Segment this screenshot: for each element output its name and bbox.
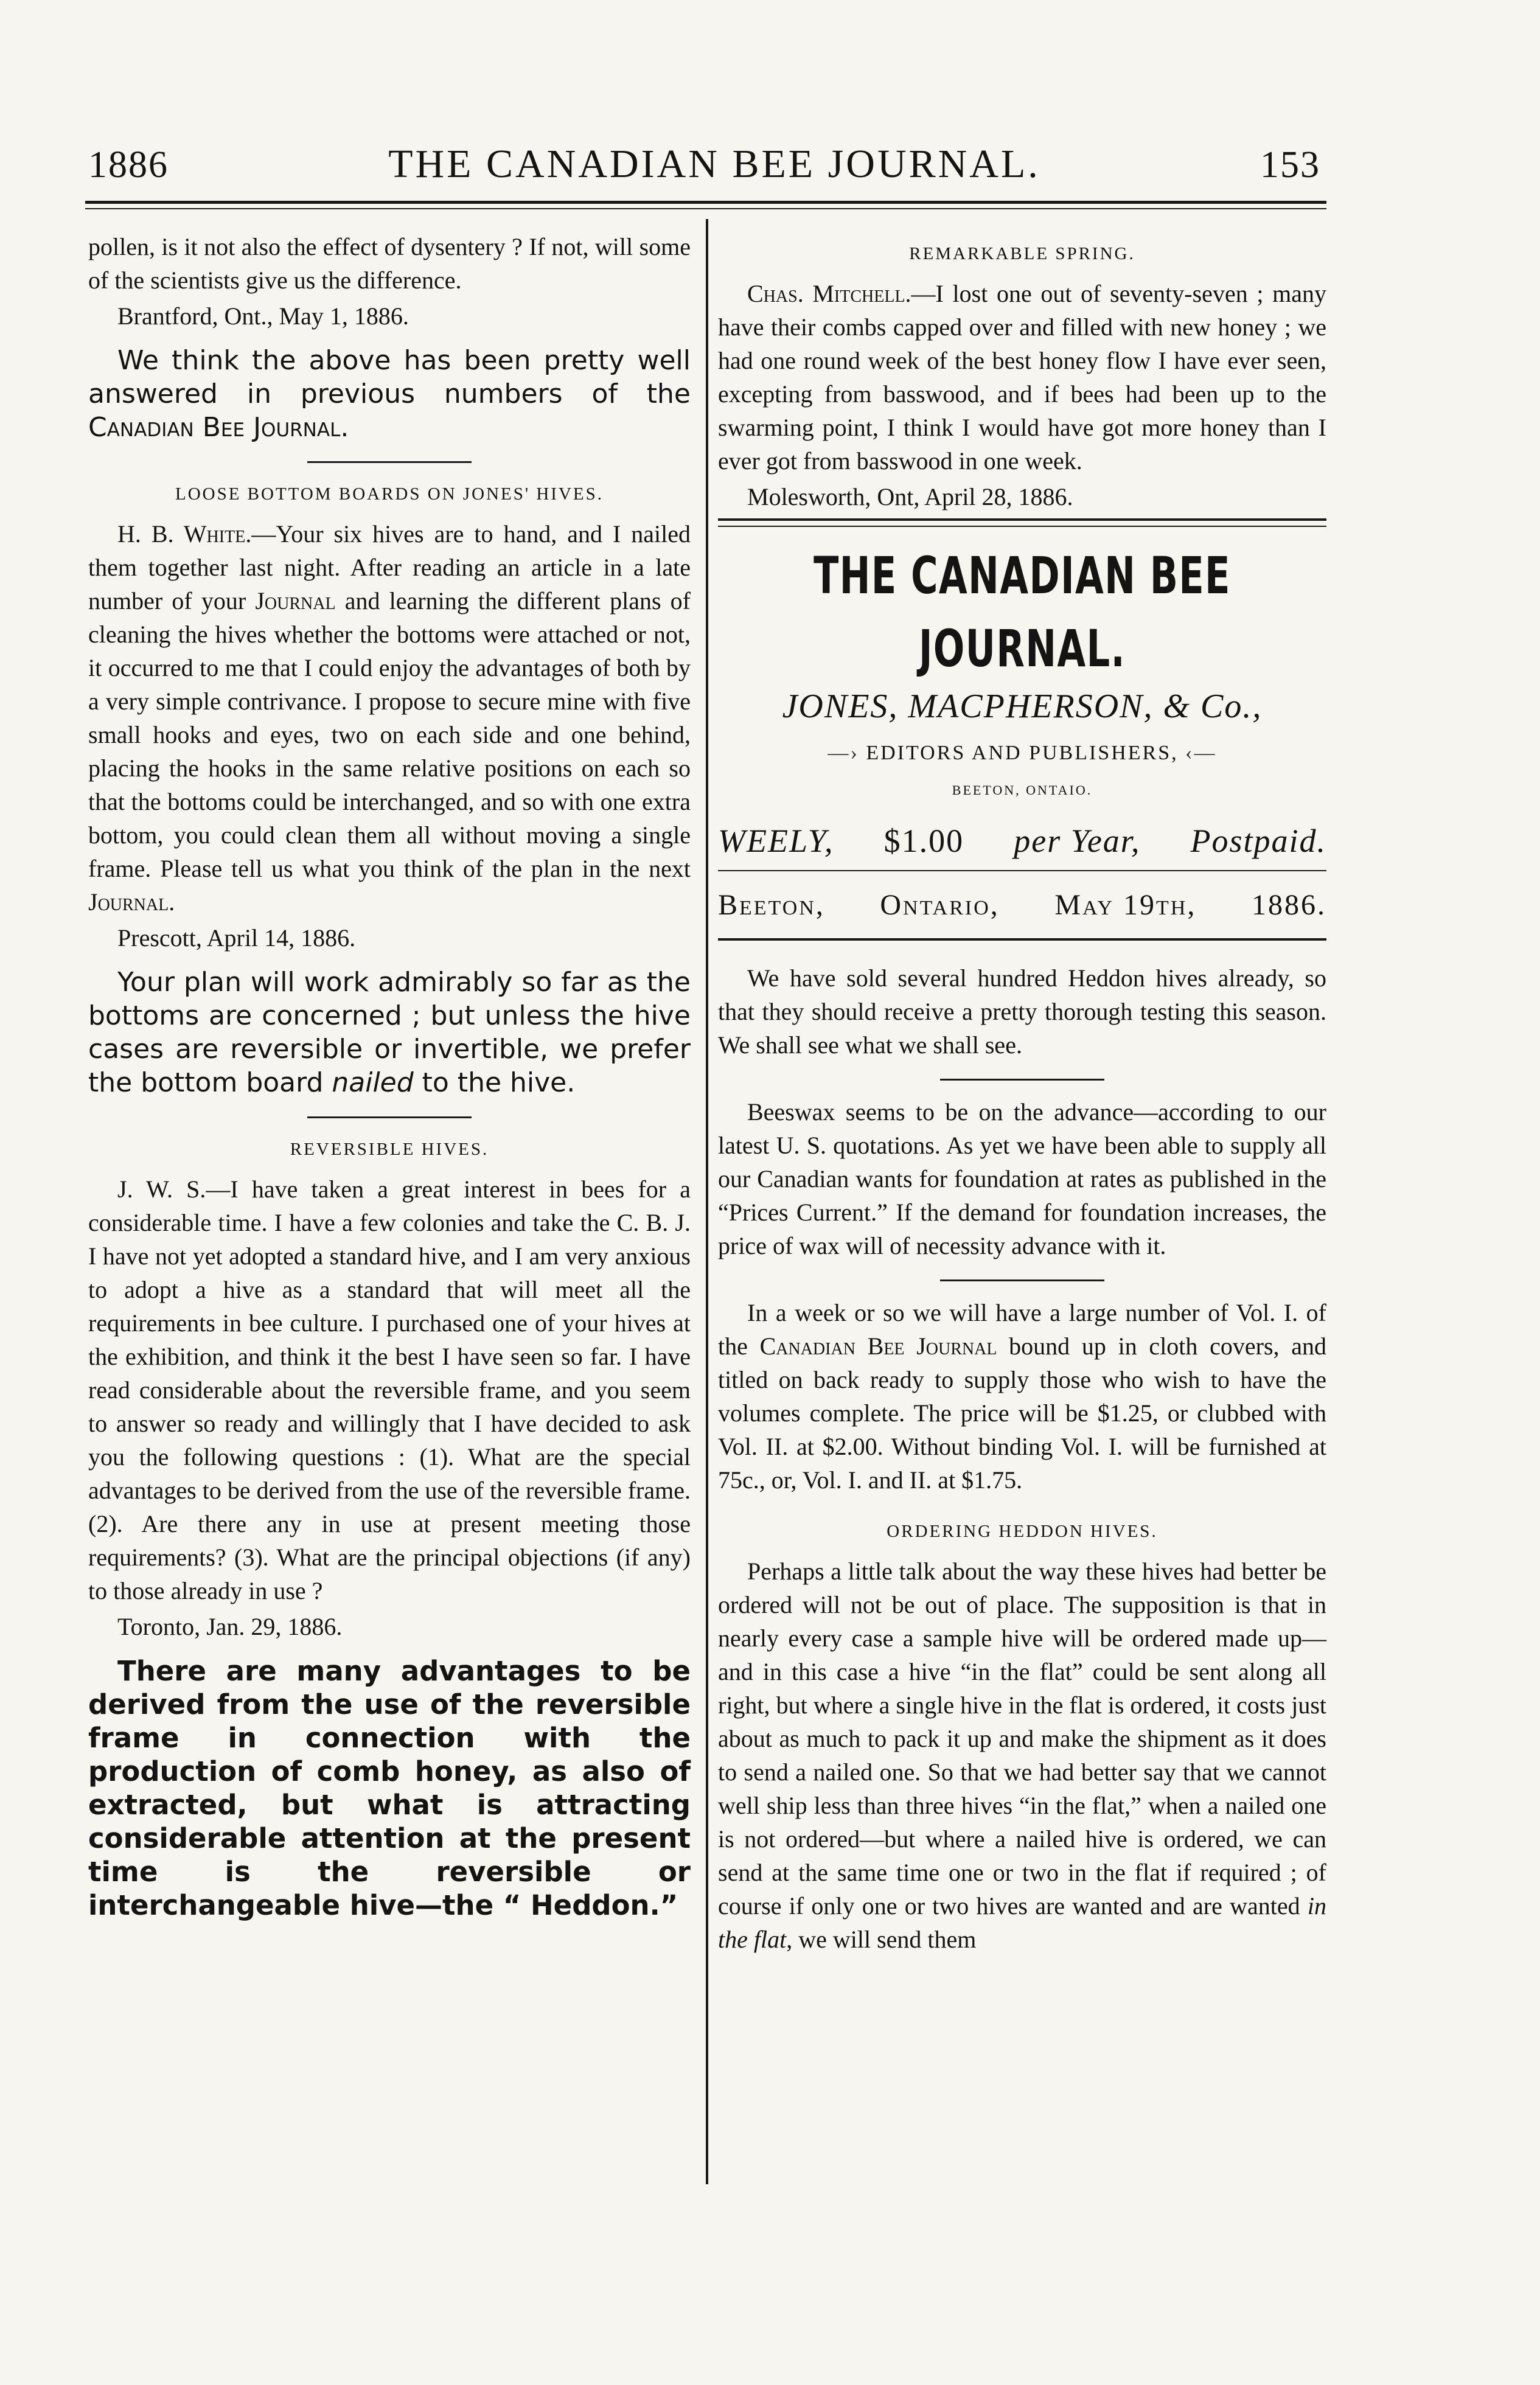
editorial-paragraph: In a week or so we will have a large number of Vol. I. of the Canadian Bee Journal bound up in cloth covers, and titled on back ready to supply those who wish to have the volumes complete. The price will be $1.25, or clubbed with Vol. II. at $2.00. Without binding Vol. I. will be furnished at 75c., or, Vol. I. and II. at $1.75. [718,1299,1326,1494]
editorial-paragraph: Beeswax seems to be on the advance—according to our latest U. S. quotations. As yet we have been able to supply all our Canadian wants for foundation at rates as published in the “Prices Current.” If the demand for foundation increases, the price of wax will of necessity advance with it. [718,1098,1326,1259]
column-divider [706,219,708,2184]
editor-reply: Your plan will work admirably so far as the bottoms are concerned ; but unless the hive cases are reversible or invertible, we prefer the bottom board nailed to the hive. [88,967,691,1098]
header-rule [85,201,1326,204]
letter-body: J. W. S.—I have taken a great interest in bees for a considerable time. I have a few colonies and take the C. B. J. I have not yet adopted a standard hive, and I am very anxious to adopt a hive as a standard that will meet all the requirements in bee culture. I purchased one of your hives at the exhibition, and think it the best I have seen so far. I have read considerable about the reversible frame, and you seem to answer so ready and willingly that I have decided to ask you the following questions : (1). What are the special advantages to be derived from the use of the reversible frame. (2). Are there any in use at present meeting those requirements? (3). What are the principal objections (if any) to those already in use ? [88,1175,691,1604]
publishers-line: JONES, MACPHERSON, & Co., [782,688,1263,725]
header-title: THE CANADIAN BEE JOURNAL. [388,142,1040,186]
section-rule [940,1079,1104,1081]
editorial-paragraph: We have sold several hundred Heddon hives already, so that they should receive a pretty thorough testing this season. We shall see what we shall see. [718,964,1326,1059]
editors-line: —› EDITORS AND PUBLISHERS, ‹— [827,742,1217,764]
letter-place-date: Prescott, April 14, 1886. [117,924,356,952]
dateline-rule-bottom [718,938,1326,941]
header-page-number: 153 [1260,144,1320,186]
section-heading: REVERSIBLE HIVES. [290,1140,489,1159]
right-column [718,230,1326,1956]
masthead-title: THE CANADIAN BEE JOURNAL. [814,546,1231,678]
editor-reply: We think the above has been pretty well answered in previous numbers of the Canadian Bee Journal. [88,345,691,443]
section-rule [307,461,472,463]
left-column [88,230,691,1922]
letter-place-date: Brantford, Ont., May 1, 1886. [117,302,409,330]
masthead-rule-thin [718,526,1326,527]
editor-reply: There are many advantages to be derived from the use of the reversible frame in connection with the production of comb honey, as also of extracted, but what is attracting considerable attention at the present time is the reversible or interchangeable hive—the “ Heddon.” [88,1655,691,1921]
section-heading: LOOSE BOTTOM BOARDS ON JONES' HIVES. [175,484,604,504]
header-year: 1886 [88,144,169,186]
letter-body: H. B. White.—Your six hives are to hand, and I nailed them together last night. After reading an article in a late number of your Journal and learning the different plans of cleaning the hives whether the bottoms were attached or not, it occurred to me that I could enjoy the advantages of both by a very simple contrivance. I propose to secure mine with five small hooks and eyes, two on each side and one behind, placing the hooks in the same relative positions on each so that the bottoms could be interchanged, and so with one extra bottom, you could clean them all without moving a single frame. Please tell us what you think of the plan in the next Journal. [88,520,691,916]
section-rule [307,1116,472,1118]
section-heading: REMARKABLE SPRING. [909,244,1135,263]
section-heading: ORDERING HEDDON HIVES. [887,1522,1158,1541]
dateline-rule [718,870,1326,871]
letter-place-date: Molesworth, Ont, April 28, 1886. [747,483,1073,510]
location-line: BEETON, ONTAIO. [952,782,1093,798]
letter-place-date: Toronto, Jan. 29, 1886. [117,1613,343,1640]
letter-pollen-end: pollen, is it not also the effect of dysentery ? If not, will some of the scientists give us the difference. [88,233,691,294]
page-header [88,141,1320,196]
letter-body: Chas. Mitchell.—I lost one out of seventy-seven ; many have their combs capped over and filled with new honey ; we had one round week of the best honey flow I have ever seen, excepting from basswood, and if bees had been up to the swarming point, I think I would have got more honey than I ever got from basswood in one week. [718,280,1326,475]
subscription-line: WEELY, $1.00 per Year, Postpaid. [718,823,1326,859]
header-rule-thin [85,208,1326,209]
dateline: Beeton, Ontario, May 19th, 1886. [718,889,1326,921]
masthead-rule [718,518,1326,521]
editorial-paragraph: Perhaps a little talk about the way these hives had better be ordered will not be out of place. The supposition is that in nearly every case a sample hive will be ordered made up—and in this case a hive “in the flat” could be sent along all right, but where a single hive in the flat is ordered, it costs just about as much to pack it up and make the shipment as it does to send a nailed one. So that we had better say that we cannot well ship less than three hives “in the flat,” when a nailed one is not ordered—but where a nailed hive is ordered, we can send at the same time one or two in the flat if required ; of course if only one or two hives are wanted and are wanted in the flat, we will send them [718,1558,1326,1953]
section-rule [940,1280,1104,1281]
